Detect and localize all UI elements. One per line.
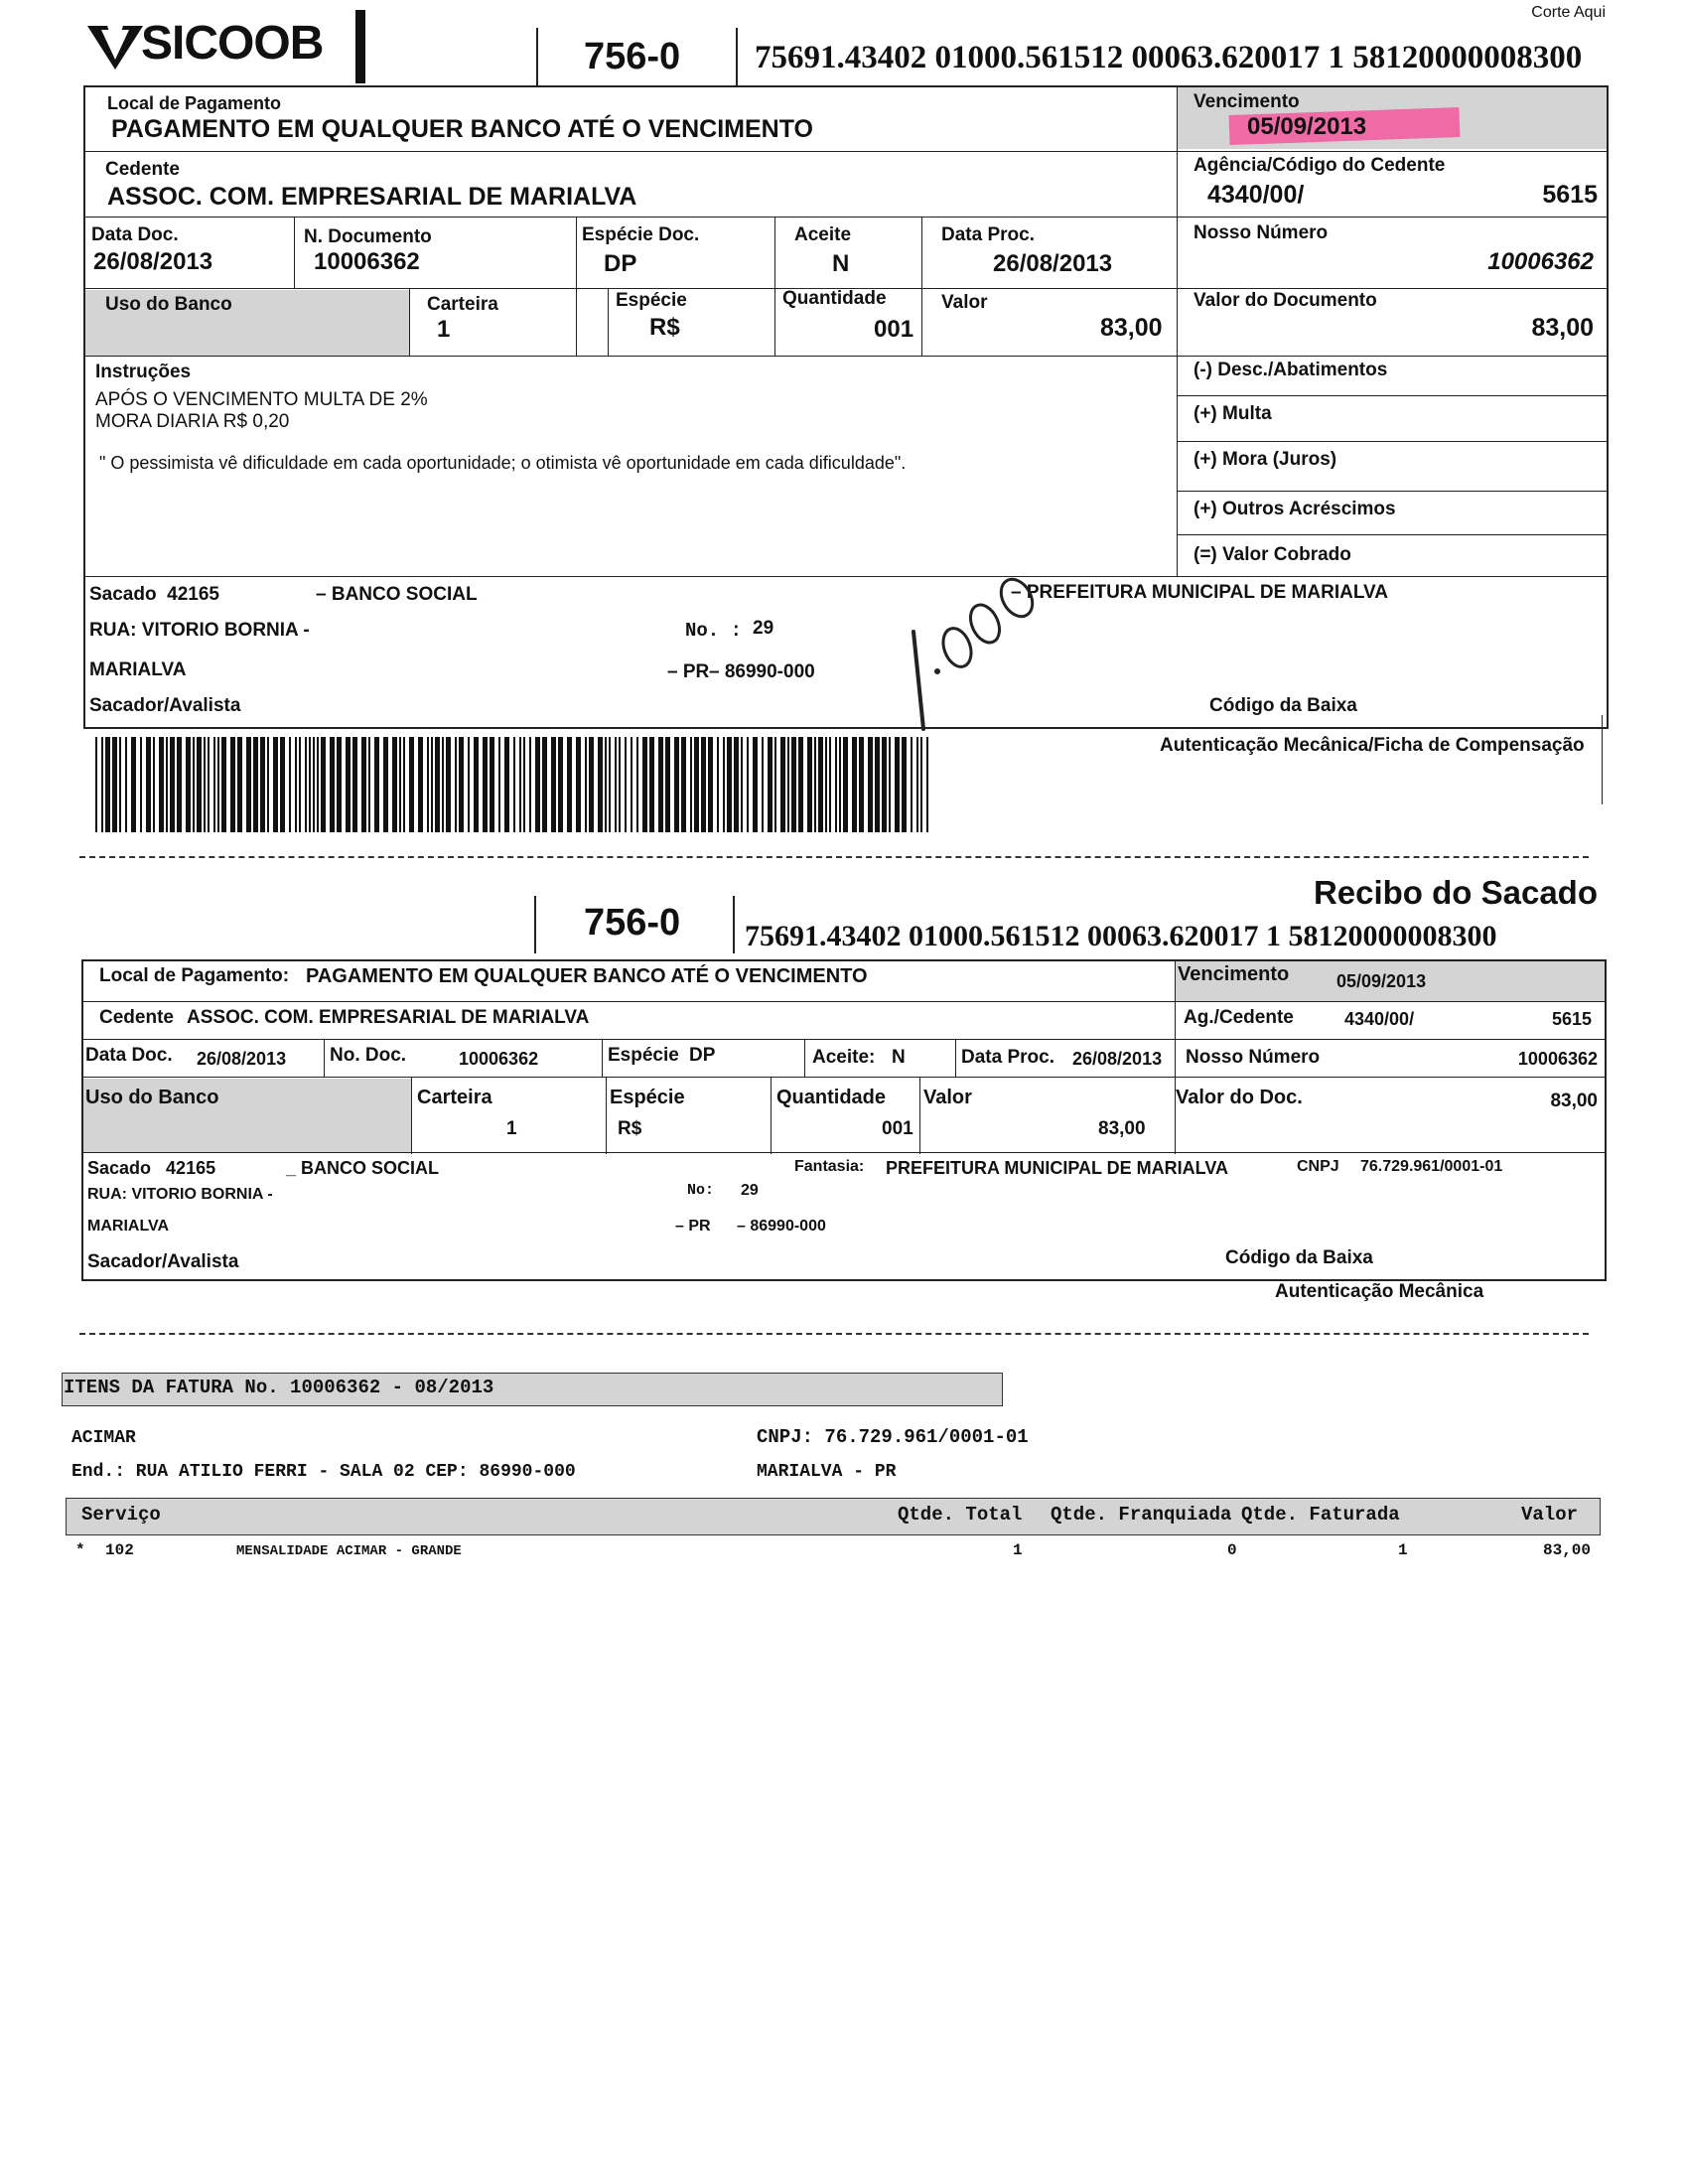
- barcode-bar: [598, 737, 603, 832]
- barcode-bar: [197, 737, 202, 832]
- receipt-bank-use-label: Uso do Banco: [85, 1087, 219, 1108]
- instruction-interest: MORA DIARIA R$ 0,20: [95, 411, 290, 432]
- receipt-auth-label: Autenticação Mecânica: [1275, 1281, 1484, 1302]
- receipt-value-label: Valor: [923, 1087, 972, 1108]
- barcode-bar: [221, 737, 226, 832]
- receipt-doc-kind-value: DP: [689, 1045, 716, 1066]
- payment-place-value: PAGAMENTO EM QUALQUER BANCO ATÉ O VENCIMENTO: [111, 115, 813, 143]
- barcode-bar: [723, 737, 725, 832]
- payer-number: 29: [753, 618, 774, 639]
- barcode-bar: [780, 737, 785, 832]
- barcode-bar: [631, 737, 632, 832]
- receipt-accept-value: N: [892, 1047, 906, 1068]
- receipt-currency-label: Espécie: [610, 1087, 685, 1108]
- fine-label: (+) Multa: [1194, 403, 1272, 424]
- receipt-proc-date-label: Data Proc.: [961, 1047, 1054, 1068]
- barcode-bar: [166, 737, 168, 832]
- instruction-fine: APÓS O VENCIMENTO MULTA DE 2%: [95, 389, 428, 410]
- barcode-bar: [694, 737, 699, 832]
- barcode-bar: [337, 737, 342, 832]
- item-qty-free: 0: [1227, 1541, 1237, 1559]
- barcode-bar: [246, 737, 251, 832]
- barcode-bar: [392, 737, 397, 832]
- receipt-doc-date-value: 26/08/2013: [197, 1049, 287, 1069]
- currency-label: Espécie: [616, 290, 687, 311]
- barcode-bar: [814, 737, 816, 832]
- barcode-bar: [734, 737, 739, 832]
- payer-label: Sacado 42165: [89, 584, 219, 605]
- doc-date-value: 26/08/2013: [93, 248, 213, 275]
- payment-place-label: Local de Pagamento: [107, 93, 282, 113]
- receipt-payer-city: MARIALVA: [87, 1218, 170, 1235]
- receipt-digitable-line: 75691.43402 01000.561512 00063.620017 1 58120000008300: [745, 920, 1497, 952]
- barcode-bar: [119, 737, 121, 832]
- barcode-bar: [558, 737, 563, 832]
- doc-number-label: N. Documento: [304, 226, 432, 247]
- receipt-quantity-value: 001: [882, 1118, 913, 1139]
- invoice-header: ITENS DA FATURA No. 10006362 - 08/2013: [64, 1377, 494, 1398]
- barcode-bar: [798, 737, 803, 832]
- receipt-doc-number-value: 10006362: [459, 1049, 539, 1069]
- receipt-agency-label: Ag./Cedente: [1184, 1007, 1294, 1028]
- barcode-bar: [681, 737, 686, 832]
- receipt-due-value: 05/09/2013: [1336, 971, 1427, 991]
- col-service: Serviço: [81, 1504, 161, 1526]
- barcode-bar: [146, 737, 151, 832]
- barcode-bar: [818, 737, 823, 832]
- receipt-wallet-label: Carteira: [417, 1087, 492, 1108]
- barcode-bar: [787, 737, 789, 832]
- invoice-city: MARIALVA - PR: [757, 1462, 897, 1482]
- barcode-bar: [911, 737, 913, 832]
- item-description: MENSALIDADE ACIMAR - GRANDE: [236, 1543, 462, 1559]
- barcode-bar: [299, 737, 301, 832]
- barcode-bar: [170, 737, 175, 832]
- barcode-bar: [920, 737, 922, 832]
- barcode-bar: [273, 737, 278, 832]
- barcode-bar: [383, 737, 388, 832]
- barcode-bar: [916, 737, 918, 832]
- charged-value-label: (=) Valor Cobrado: [1194, 544, 1351, 565]
- receipt-payer-state: – PR: [675, 1218, 711, 1235]
- receipt-payer-code: 42165: [166, 1158, 216, 1178]
- barcode-bar: [260, 737, 265, 832]
- doc-value-label: Valor do Documento: [1194, 290, 1377, 311]
- barcode-bar: [717, 737, 719, 832]
- payer-street: RUA: VITORIO BORNIA -: [89, 620, 310, 641]
- barcode-bar: [305, 737, 307, 832]
- receipt-payer-street: RUA: VITORIO BORNIA -: [87, 1186, 273, 1203]
- receipt-fantasy-value: PREFEITURA MUNICIPAL DE MARIALVA: [886, 1158, 1228, 1178]
- barcode-bar: [295, 737, 297, 832]
- agency-label: Agência/Código do Cedente: [1194, 155, 1446, 176]
- sicoob-logo-icon: [85, 20, 145, 72]
- barcode-bar: [727, 737, 732, 832]
- barcode-bar: [567, 737, 572, 832]
- other-additions-label: (+) Outros Acréscimos: [1194, 499, 1396, 519]
- receipt-bank-code: 756-0: [584, 902, 681, 944]
- barcode-bar: [625, 737, 627, 832]
- barcode-bar: [418, 737, 423, 832]
- agency-value: 4340/00/: [1207, 181, 1305, 209]
- barcode-bar: [253, 737, 258, 832]
- receipt-baixa-label: Código da Baixa: [1225, 1247, 1373, 1268]
- receipt-cedente-label: Cedente: [99, 1007, 174, 1028]
- barcode-bar: [186, 737, 191, 832]
- invoice-company: ACIMAR: [71, 1428, 136, 1448]
- doc-value-value: 83,00: [1531, 314, 1594, 342]
- barcode-bar: [101, 737, 103, 832]
- discount-label: (-) Desc./Abatimentos: [1194, 360, 1388, 380]
- receipt-doc-date-label: Data Doc.: [85, 1045, 173, 1066]
- payer-city: MARIALVA: [89, 659, 187, 680]
- barcode-bar: [403, 737, 405, 832]
- barcode-bar: [708, 737, 713, 832]
- barcode-bar: [576, 737, 581, 832]
- logo-bar: [355, 10, 365, 83]
- receipt-cnpj-value: 76.729.961/0001-01: [1360, 1158, 1503, 1175]
- barcode-bar: [636, 737, 638, 832]
- barcode-bar: [774, 737, 776, 832]
- barcode-bar: [468, 737, 470, 832]
- barcode-bar: [519, 737, 521, 832]
- receipt-cnpj-label: CNPJ: [1297, 1158, 1339, 1175]
- barcode-bar: [605, 737, 607, 832]
- barcode-bar: [674, 737, 679, 832]
- currency-value: R$: [649, 314, 680, 341]
- barcode-bar: [267, 737, 269, 832]
- barcode-bar: [835, 737, 837, 832]
- item-code: 102: [105, 1541, 134, 1559]
- due-date-label: Vencimento: [1194, 91, 1300, 112]
- col-qty-total: Qtde. Total: [898, 1504, 1023, 1526]
- barcode-bar: [768, 737, 772, 832]
- receipt-currency-value: R$: [618, 1118, 642, 1139]
- receipt-guarantor-label: Sacador/Avalista: [87, 1251, 239, 1272]
- item-qty-billed: 1: [1398, 1541, 1408, 1559]
- receipt-fantasy-label: Fantasia:: [794, 1158, 865, 1175]
- sicoob-logo: [85, 12, 383, 81]
- barcode-bar: [609, 737, 611, 832]
- receipt-quantity-label: Quantidade: [776, 1087, 887, 1108]
- cedente-label: Cedente: [105, 159, 180, 180]
- barcode-bar: [483, 737, 488, 832]
- barcode-bar: [131, 737, 136, 832]
- payer-state: – PR: [667, 661, 710, 682]
- receipt-doc-value-label: Valor do Doc.: [1176, 1087, 1303, 1108]
- barcode: [95, 737, 931, 832]
- barcode-bar: [193, 737, 195, 832]
- invoice-address: End.: RUA ATILIO FERRI - SALA 02 CEP: 86990-000: [71, 1462, 576, 1482]
- quantity-label: Quantidade: [782, 288, 887, 309]
- barcode-bar: [309, 737, 311, 832]
- barcode-bar: [153, 737, 155, 832]
- receipt-doc-number-label: No. Doc.: [330, 1045, 407, 1066]
- baixa-code-label: Código da Baixa: [1209, 695, 1357, 716]
- barcode-bar: [455, 737, 457, 832]
- barcode-bar: [361, 737, 366, 832]
- barcode-bar: [105, 737, 110, 832]
- barcode-bar: [513, 737, 515, 832]
- barcode-bar: [868, 737, 873, 832]
- receipt-wallet-value: 1: [506, 1118, 517, 1139]
- receipt-agency-code: 5615: [1551, 1009, 1592, 1029]
- barcode-bar: [498, 737, 500, 832]
- barcode-bar: [615, 737, 617, 832]
- barcode-bar: [926, 737, 928, 832]
- barcode-bar: [902, 737, 907, 832]
- barcode-bar: [317, 737, 319, 832]
- barcode-bar: [204, 737, 206, 832]
- barcode-bar: [895, 737, 900, 832]
- barcode-bar: [753, 737, 758, 832]
- receipt-accept-label: Aceite:: [812, 1047, 876, 1068]
- barcode-bar: [368, 737, 370, 832]
- doc-date-label: Data Doc.: [91, 224, 179, 245]
- barcode-bar: [791, 737, 796, 832]
- barcode-bar: [649, 737, 654, 832]
- receipt-value-value: 83,00: [1098, 1118, 1146, 1139]
- barcode-bar: [690, 737, 692, 832]
- table-row: [66, 1539, 1601, 1565]
- receipt-agency-value: 4340/00/: [1344, 1009, 1415, 1029]
- receipt-payment-place-label: Local de Pagamento:: [99, 965, 290, 986]
- our-number-value: 10006362: [1487, 248, 1594, 275]
- col-value: Valor: [1521, 1504, 1579, 1526]
- barcode-bar: [313, 737, 315, 832]
- barcode-bar: [741, 737, 743, 832]
- col-qty-free: Qtde. Franquiada: [1051, 1504, 1232, 1526]
- invoice-cnpj: CNPJ: 76.729.961/0001-01: [757, 1426, 1029, 1448]
- barcode-bar: [112, 737, 117, 832]
- barcode-bar: [852, 737, 857, 832]
- barcode-bar: [474, 737, 479, 832]
- barcode-bar: [409, 737, 414, 832]
- item-marker: *: [75, 1541, 85, 1559]
- receipt-doc-value-value: 83,00: [1550, 1091, 1598, 1111]
- receipt-our-number-value: 10006362: [1517, 1049, 1598, 1069]
- barcode-bar: [435, 737, 440, 832]
- payer-code: 42165: [167, 584, 219, 605]
- barcode-bar: [330, 737, 335, 832]
- doc-kind-value: DP: [604, 250, 637, 277]
- barcode-bar: [490, 737, 494, 832]
- barcode-bar: [230, 737, 235, 832]
- payer-fantasy: – PREFEITURA MUNICIPAL DE MARIALVA: [1011, 582, 1389, 603]
- barcode-bar: [839, 737, 841, 832]
- barcode-bar: [125, 737, 127, 832]
- accept-value: N: [832, 250, 850, 277]
- guarantor-label: Sacador/Avalista: [89, 695, 241, 716]
- value-label: Valor: [941, 292, 988, 313]
- barcode-bar: [431, 737, 433, 832]
- receipt-proc-date-value: 26/08/2013: [1072, 1049, 1163, 1069]
- barcode-bar: [889, 737, 891, 832]
- barcode-bar: [882, 737, 887, 832]
- barcode-bar: [859, 737, 864, 832]
- payer-name: – BANCO SOCIAL: [316, 584, 478, 605]
- instructions-label: Instruções: [95, 362, 192, 382]
- barcode-bar: [177, 737, 182, 832]
- barcode-bar: [208, 737, 210, 832]
- item-qty-total: 1: [1013, 1541, 1023, 1559]
- wallet-value: 1: [437, 316, 451, 343]
- receipt-cedente-value: ASSOC. COM. EMPRESARIAL DE MARIALVA: [187, 1007, 590, 1028]
- quantity-value: 001: [874, 316, 914, 343]
- barcode-bar: [589, 737, 594, 832]
- mechanical-auth-label: Autenticação Mecânica/Ficha de Compensação: [1160, 735, 1585, 756]
- receipt-due-label: Vencimento: [1178, 963, 1290, 985]
- cut-here-label: Corte Aqui: [1531, 4, 1606, 21]
- barcode-bar: [213, 737, 215, 832]
- wallet-label: Carteira: [427, 294, 498, 315]
- receipt-our-number-label: Nosso Número: [1186, 1047, 1321, 1068]
- proc-date-value: 26/08/2013: [993, 250, 1113, 277]
- barcode-bar: [875, 737, 880, 832]
- proc-date-label: Data Proc.: [941, 224, 1035, 245]
- barcode-bar: [446, 737, 451, 832]
- barcode-bar: [280, 737, 285, 832]
- receipt-payment-place-value: PAGAMENTO EM QUALQUER BANCO ATÉ O VENCIMENTO: [306, 965, 868, 987]
- barcode-bar: [843, 737, 848, 832]
- barcode-bar: [523, 737, 525, 832]
- doc-kind-label: Espécie Doc.: [582, 224, 700, 245]
- sicoob-logo-text: SICOOB: [141, 17, 324, 70]
- barcode-bar: [642, 737, 647, 832]
- barcode-bar: [140, 737, 142, 832]
- digitable-line: 75691.43402 01000.561512 00063.620017 1 58120000008300: [755, 40, 1583, 75]
- barcode-bar: [529, 737, 531, 832]
- receipt-title: Recibo do Sacado: [1313, 874, 1598, 911]
- barcode-bar: [762, 737, 764, 832]
- doc-number-value: 10006362: [314, 248, 420, 275]
- barcode-bar: [237, 737, 242, 832]
- handwritten-annotation-icon: [894, 562, 1062, 731]
- bank-use-label: Uso do Banco: [105, 294, 232, 315]
- receipt-number-label: No:: [687, 1182, 715, 1199]
- barcode-bar: [807, 737, 812, 832]
- barcode-bar: [459, 737, 464, 832]
- barcode-bar: [829, 737, 831, 832]
- barcode-bar: [701, 737, 706, 832]
- payer-zip: – 86990-000: [709, 661, 815, 682]
- cedente-value: ASSOC. COM. EMPRESARIAL DE MARIALVA: [107, 183, 637, 211]
- barcode-bar: [825, 737, 827, 832]
- barcode-bar: [427, 737, 429, 832]
- barcode-bar: [346, 737, 351, 832]
- agency-code: 5615: [1542, 181, 1598, 209]
- receipt-doc-kind-label: Espécie: [608, 1045, 679, 1066]
- payer-number-label: No. :: [685, 620, 743, 642]
- interest-label: (+) Mora (Juros): [1194, 449, 1337, 470]
- item-value: 83,00: [1543, 1541, 1592, 1559]
- accept-label: Aceite: [794, 224, 852, 245]
- cut-line-2: [79, 1333, 1589, 1335]
- barcode-bar: [619, 737, 621, 832]
- instruction-quote: " O pessimista vê dificuldade em cada oportunidade; o otimista vê oportunidade em cada dificuldade".: [99, 453, 907, 473]
- barcode-bar: [442, 737, 444, 832]
- col-qty-billed: Qtde. Faturada: [1241, 1504, 1400, 1526]
- barcode-bar: [665, 737, 670, 832]
- barcode-bar: [504, 737, 509, 832]
- receipt-payer-zip: – 86990-000: [737, 1218, 826, 1235]
- our-number-label: Nosso Número: [1194, 222, 1329, 243]
- barcode-bar: [535, 737, 540, 832]
- due-date-value: 05/09/2013: [1247, 113, 1367, 140]
- barcode-bar: [658, 737, 663, 832]
- barcode-bar: [352, 737, 357, 832]
- barcode-bar: [321, 737, 326, 832]
- barcode-bar: [159, 737, 164, 832]
- bank-code: 756-0: [584, 36, 681, 77]
- value-value: 83,00: [1100, 314, 1163, 342]
- barcode-bar: [217, 737, 219, 832]
- receipt-payer-name: _ BANCO SOCIAL: [286, 1158, 440, 1178]
- barcode-bar: [289, 737, 291, 832]
- barcode-bar: [399, 737, 401, 832]
- receipt-payer-label: Sacado 42165: [87, 1158, 216, 1178]
- cut-line: [79, 856, 1589, 858]
- barcode-bar: [585, 737, 587, 832]
- barcode-bar: [374, 737, 379, 832]
- barcode-bar: [747, 737, 749, 832]
- barcode-bar: [95, 737, 97, 832]
- barcode-bar: [551, 737, 556, 832]
- barcode-bar: [542, 737, 547, 832]
- receipt-number-value: 29: [741, 1182, 759, 1199]
